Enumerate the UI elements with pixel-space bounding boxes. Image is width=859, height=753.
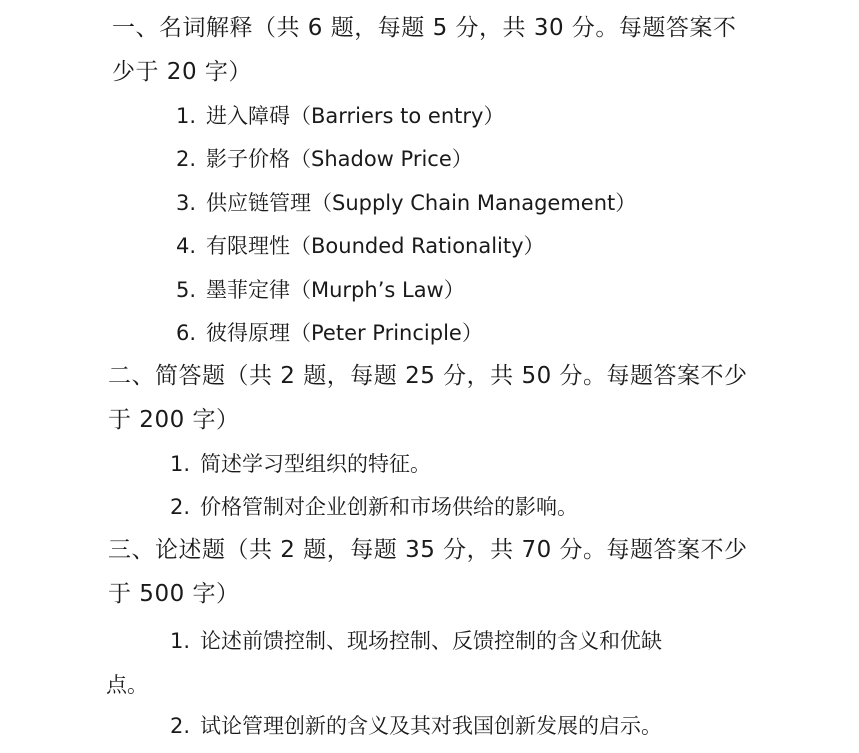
- section-2-heading-line-2: 于 200 字）: [108, 407, 240, 433]
- item-number: 2.: [170, 714, 191, 738]
- item-number: 3.: [176, 191, 197, 215]
- section-3-item-2: [170, 711, 662, 741]
- section-1-item-1: [176, 101, 504, 131]
- section-1-item-4: [176, 231, 545, 261]
- item-number: 2.: [170, 495, 191, 519]
- section-3-heading-line-1: 三、论述题（共 2 题，每题 35 分，共 70 分。每题答案不少: [108, 537, 748, 563]
- section-1-heading-line-2: 少于 20 字）: [112, 59, 252, 85]
- section-3-heading: [108, 528, 748, 616]
- section-3-heading-line-2: 于 500 字）: [108, 581, 240, 607]
- item-number: 6.: [176, 321, 197, 345]
- section-2-item-1: [170, 449, 431, 479]
- item-text: 墨菲定律（Murph’s Law）: [206, 278, 465, 302]
- item-text: 进入障碍（Barriers to entry）: [206, 104, 505, 128]
- item-text: 影子价格（Shadow Price）: [206, 147, 473, 171]
- section-1-heading-line-1: 一、名词解释（共 6 题，每题 5 分，共 30 分。每题答案不: [112, 15, 737, 41]
- section-1-item-5: [176, 275, 465, 305]
- item-text: 试论管理创新的含义及其对我国创新发展的启示。: [200, 714, 662, 738]
- item-text-continuation: 点。: [106, 673, 148, 697]
- section-1-item-2: [176, 144, 473, 174]
- item-text: 有限理性（Bounded Rationality）: [206, 234, 545, 258]
- section-1-item-6: [176, 318, 483, 348]
- item-number: 1.: [170, 629, 191, 653]
- item-number: 1.: [170, 452, 191, 476]
- item-number: 2.: [176, 147, 197, 171]
- section-1-heading: [112, 6, 736, 94]
- item-number: 1.: [176, 104, 197, 128]
- section-2-heading-line-1: 二、简答题（共 2 题，每题 25 分，共 50 分。每题答案不少: [108, 363, 748, 389]
- item-text: 论述前馈控制、现场控制、反馈控制的含义和优缺: [200, 629, 662, 653]
- section-2-item-2: [170, 492, 578, 522]
- item-number: 5.: [176, 278, 197, 302]
- section-1-item-3: [176, 188, 636, 218]
- item-text: 价格管制对企业创新和市场供给的影响。: [200, 495, 578, 519]
- item-text: 供应链管理（Supply Chain Management）: [206, 191, 637, 215]
- item-text: 简述学习型组织的特征。: [200, 452, 431, 476]
- item-number: 4.: [176, 234, 197, 258]
- section-2-heading: [108, 354, 748, 442]
- item-text: 彼得原理（Peter Principle）: [206, 321, 483, 345]
- section-3-item-1: [106, 626, 662, 700]
